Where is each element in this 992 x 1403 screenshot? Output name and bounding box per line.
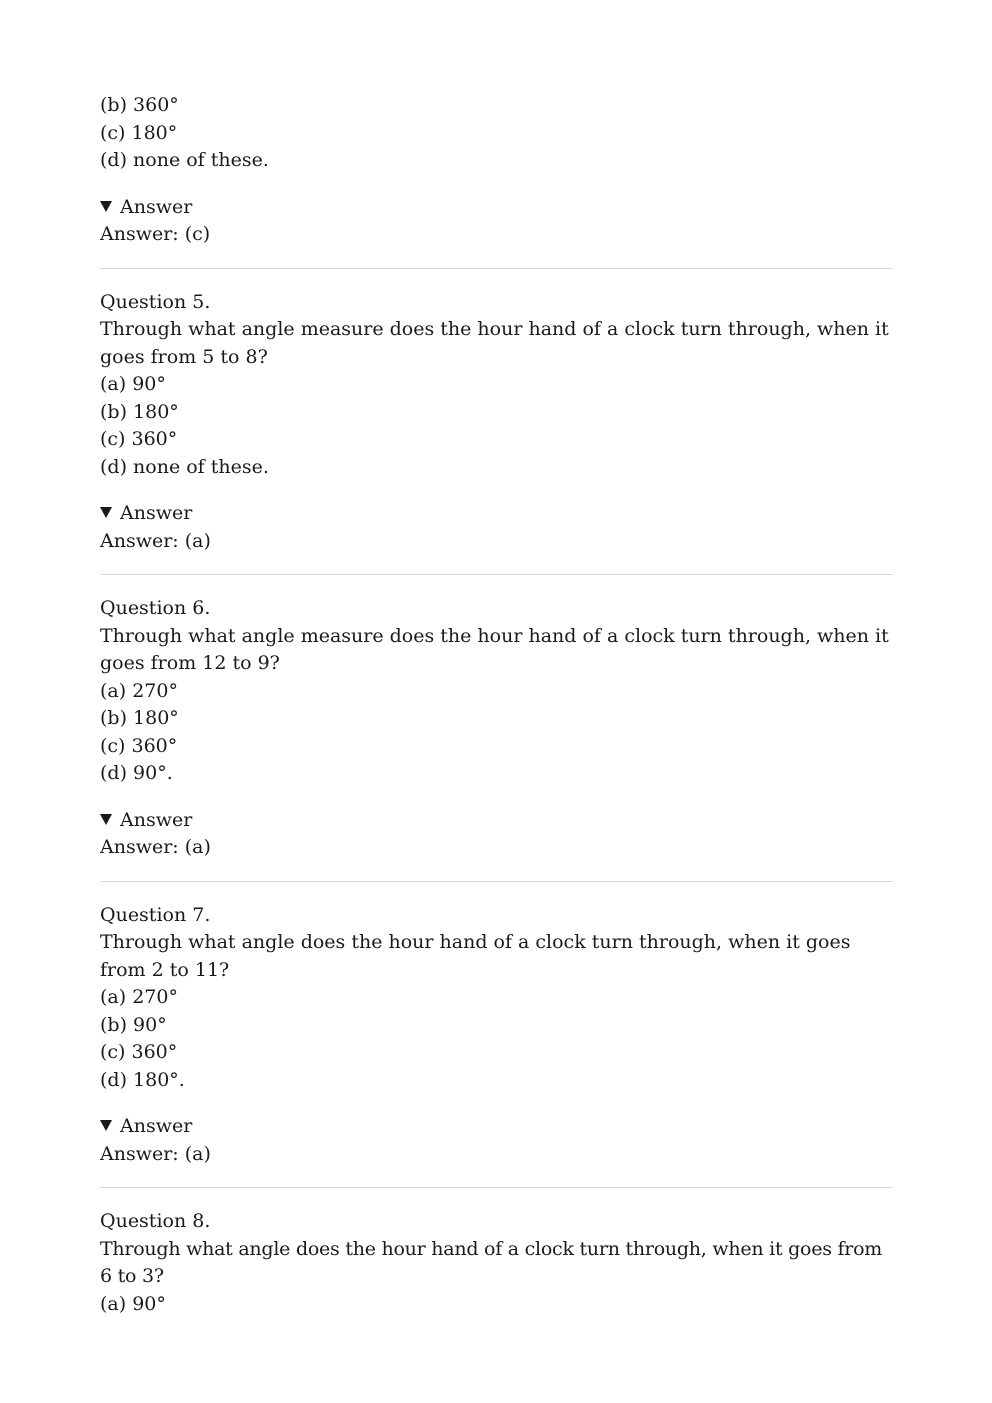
option-b: (b) 90°: [100, 1013, 167, 1036]
question-text: Through what angle measure does the hour hand of a clock turn through, when it goes from 5 to 8?: [100, 318, 889, 368]
option-d: (d) 90°.: [100, 762, 173, 784]
option-a: (a) 270°: [100, 679, 178, 702]
worksheet-page: [100, 92, 893, 1318]
answer-toggle-label: Answer: [120, 195, 193, 218]
answer-toggle[interactable]: [100, 807, 893, 835]
answer-toggle[interactable]: [100, 1113, 893, 1141]
option-a: (a) 90°: [100, 1292, 166, 1315]
answer-toggle-label: Answer: [120, 808, 193, 831]
question-8: [100, 1208, 893, 1318]
option-b: (b) 180°: [100, 400, 179, 423]
triangle-down-icon: [100, 1120, 112, 1131]
triangle-down-icon: [100, 814, 112, 825]
question-title: Question 5.: [100, 290, 211, 313]
answer-toggle-label: Answer: [120, 1115, 193, 1137]
question-6: [100, 595, 893, 862]
question-4-continued: [100, 92, 893, 249]
option-c: (c) 360°: [100, 1041, 178, 1063]
option-d: (d) none of these.: [100, 149, 269, 171]
triangle-down-icon: [100, 507, 112, 518]
question-text: Through what angle measure does the hour hand of a clock turn through, when it goes from 12 to 9?: [100, 624, 889, 674]
question-text: Through what angle does the hour hand of a clock turn through, when it goes from 2 to 11?: [100, 931, 851, 981]
answer-toggle[interactable]: [100, 500, 893, 528]
divider: [100, 881, 893, 882]
answer-toggle-label: Answer: [120, 502, 193, 524]
option-b: (b) 180°: [100, 707, 179, 729]
divider: [100, 1187, 893, 1188]
question-5: [100, 289, 893, 556]
answer-toggle[interactable]: [100, 194, 893, 222]
question-title: Question 6.: [100, 597, 211, 619]
answer-text: Answer: (a): [100, 1142, 211, 1165]
option-a: (a) 270°: [100, 986, 178, 1008]
answer-text: Answer: (c): [100, 223, 211, 245]
option-a: (a) 90°: [100, 373, 166, 395]
question-title: Question 8.: [100, 1210, 211, 1232]
option-c: (c) 360°: [100, 428, 178, 450]
option-b: (b) 360°: [100, 94, 179, 116]
question-text: Through what angle does the hour hand of a clock turn through, when it goes from 6 to 3?: [100, 1237, 883, 1287]
triangle-down-icon: [100, 201, 112, 212]
question-7: [100, 902, 893, 1169]
option-c: (c) 360°: [100, 734, 178, 757]
answer-text: Answer: (a): [100, 529, 211, 552]
divider: [100, 574, 893, 575]
divider: [100, 268, 893, 269]
question-title: Question 7.: [100, 903, 211, 926]
option-c: (c) 180°: [100, 121, 178, 144]
option-d: (d) none of these.: [100, 455, 269, 478]
answer-text: Answer: (a): [100, 836, 211, 858]
option-d: (d) 180°.: [100, 1068, 185, 1091]
